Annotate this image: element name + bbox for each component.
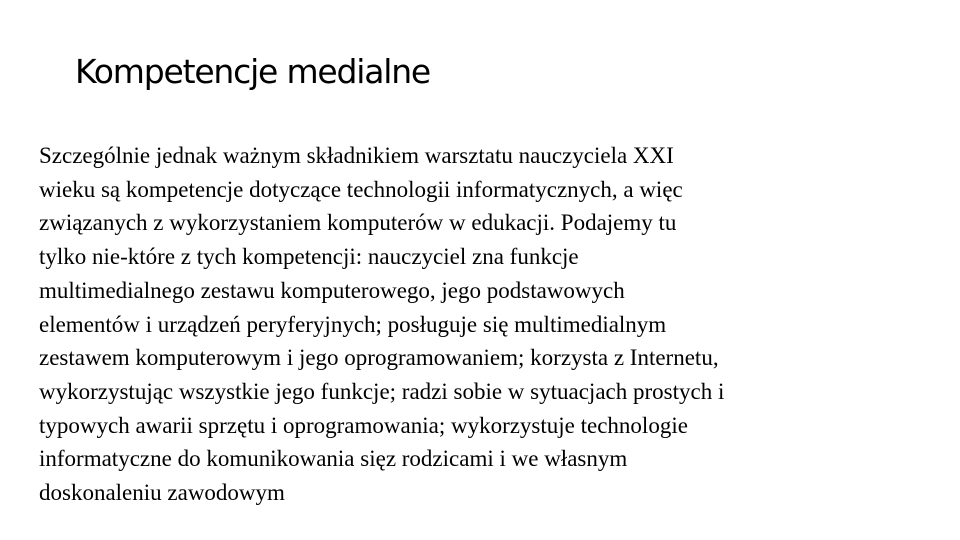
body-line: wykorzystując wszystkie jego funkcje; radzi sobie w sytuacjach prostych i: [39, 378, 725, 404]
slide-title: Kompetencje medialne: [75, 52, 431, 91]
body-line: elementów i urządzeń peryferyjnych; posługuje się multimedialnym: [39, 311, 667, 337]
body-line: zestawem komputerowym i jego oprogramowaniem; korzysta z Internetu,: [39, 345, 719, 371]
body-line: typowych awarii sprzętu i oprogramowania; wykorzystuje technologie: [39, 412, 688, 438]
body-line: związanych z wykorzystaniem komputerów w edukacji. Podajemy tu: [39, 210, 677, 236]
body-line: multimedialnego zestawu komputerowego, jego podstawowych: [39, 277, 625, 303]
body-line: tylko nie-które z tych kompetencji: nauczyciel zna funkcje: [39, 244, 579, 270]
body-line: wieku są kompetencje dotyczące technologii informatycznych, a więc: [39, 176, 683, 202]
body-line: Szczególnie jednak ważnym składnikiem warsztatu nauczyciela XXI: [39, 143, 674, 168]
body-line: informatyczne do komunikowania sięz rodzicami i we własnym: [39, 446, 628, 472]
slide-body-text: [39, 139, 899, 510]
body-line: doskonaleniu zawodowym: [39, 480, 285, 506]
